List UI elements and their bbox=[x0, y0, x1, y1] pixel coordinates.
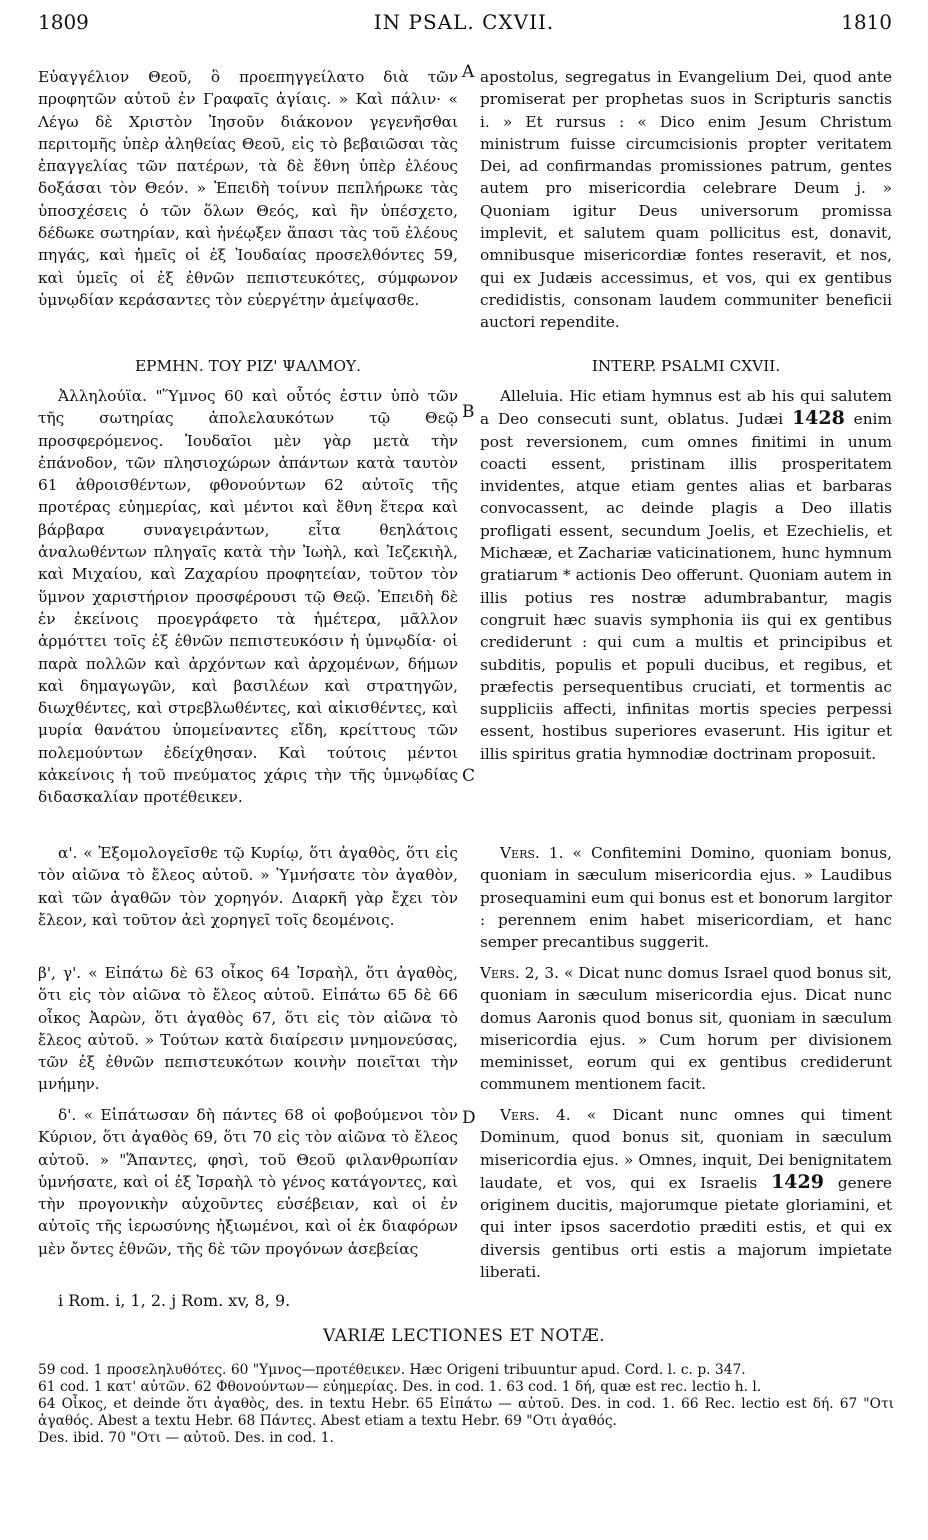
latin-verse-2-3 bbox=[480, 962, 892, 1096]
latin-verse-1 bbox=[480, 842, 892, 953]
greek-verse-2-3: β', γ'. « Εἰπάτω δὲ 63 οἶκος 64 Ἰσραὴλ, ὅτι ἀγαθὸς, ὅτι εἰς τὸν αἰῶνα τὸ ἔλεος αὐτοῦ. Εἰπάτω 65 δὲ 66 οἶκος Ἀαρὼν, ὅτι ἀγαθὸς 67, ὅτι εἰς τὸν αἰῶνα τὸ ἔλεος αὐτοῦ. » Τούτων κατὰ διαίρεσιν μνημονεύσας, τῶν ἐξ ἐθνῶν πεπιστευκότων κοινὴν ποιεῖται τὴν μνήμην. bbox=[38, 964, 458, 1094]
verse-label-1: Vers. 1. bbox=[500, 844, 564, 862]
margin-marker-d: D bbox=[462, 1108, 476, 1128]
latin-heading: INTERP. PSALMI CXVII. bbox=[591, 357, 781, 375]
latin-verse-4 bbox=[480, 1104, 892, 1283]
verse-label-4: Vers. 4. bbox=[500, 1106, 571, 1124]
latin-verse-2-3-text: « Dicat nunc domus Israel quod bonus sit, quoniam in sæculum misericordia ejus. Dicat nunc domus Aaronis quod bonus sit, quoniam in sæculum misericordia ejus. » Cum horum per divisionem meminisset, eorum qui ex gentibus crediderunt communem mentionem facit. bbox=[480, 964, 892, 1094]
latin-verse-4-text-a: « Dicant nunc omnes qui timent Dominum, quod bonus sit, quoniam in sæculum misericordia ejus. » Omnes, inquit, Dei benignitatem laudate, et vos, qui ex Israelis bbox=[480, 1106, 892, 1192]
latin-p1-a: Alleluia. Hic etiam hymnus est ab his qui salutem a Deo consecuti sunt, oblatus. Judæi bbox=[480, 387, 892, 429]
page-number-right: 1810 bbox=[841, 10, 892, 34]
note-line: 59 cod. 1 προσεληλυθότες. 60 "Υμνος—προτέθεικεν. Hæc Origeni tribuuntur apud. Cord. l. c. p. 347. bbox=[38, 1362, 746, 1378]
column-number-1429: 1429 bbox=[771, 1170, 824, 1193]
greek-verse-4: δ'. « Εἰπάτωσαν δὴ πάντες 68 οἱ φοβούμενοι τὸν Κύριον, ὅτι ἀγαθὸς 69, ὅτι 70 εἰς τὸν αἰῶνα τὸ ἔλεος αὐτοῦ. » "Ἅπαντες, φησὶ, τοῦ Θεοῦ φιλανθρωπίαν ὑμνήσατε, καὶ οἱ ἐξ Ἰσραὴλ τὸ γένος κατάγοντες, καὶ τὴν προγονικὴν αὐχοῦντες εὐσέβειαν, καὶ οἱ ἐν αὐτοῖς τῆς ἱερωσύνης ἠξιωμένοι, καὶ οἱ ἐκ διαφόρων μὲν ὄντες ἐθνῶν, τῆς δὲ τῶν προγόνων ἀσεβείας bbox=[38, 1106, 458, 1258]
latin-p1-b: enim post reversionem, cum omnes finitimi in unum coacti essent, pristinam illis prosperitatem invidentes, atque etiam gentes alias et barbaras convocassent, ac deinde plagis a Deo illatis profligati essent, secundum Joelis, et Ezechielis, et Michææ, et Zachariæ vaticinationem, hunc hymnum gratiarum * actionis Deo offerunt. Quoniam autem in illis potius res nostræ adumbrabantur, magis congruit hæc suavis symphonia iis qui ex gentibus crediderunt : qui cum a multis et principibus et subditis, populis et populi ducibus, et regibus, et præfectis persequentibus cruciati, et tormentis ac suppliciis affecti, infinitas mortis species perpessi essent, hostibus superiores evaserunt. His igitur et illis spiritus gratia hymnodiæ doctrinam proposuit. bbox=[480, 410, 892, 763]
footnotes: i Rom. i, 1, 2. j Rom. xv, 8, 9. bbox=[58, 1291, 291, 1310]
margin-marker-a: A bbox=[462, 62, 475, 82]
notes-heading: VARIÆ LECTIONES ET NOTÆ. bbox=[322, 1326, 606, 1346]
greek-intro: Εὐαγγέλιον Θεοῦ, ὃ προεπηγγείλατο διὰ τῶν προφητῶν αὐτοῦ ἐν Γραφαῖς ἁγίαις. » Καὶ πάλιν· « Λέγω δὲ Χριστὸν Ἰησοῦν διάκονον γεγενῆσθαι περιτομῆς ὑπὲρ ἀληθείας Θεοῦ, εἰς τὸ βεβαιῶσαι τὰς ἐπαγγελίας τῶν πατέρων, τὰ δὲ ἔθνη ὑπὲρ ἐλέους δοξάσαι τὸν Θεόν. » Ἐπειδὴ τοίνυν πεπλήρωκε τὰς ὑποσχέσεις ὁ τῶν ὅλων Θεός, καὶ ἣν ὑπέσχετο, δέδωκε σωτηρίαν, καὶ ἠνέῳξεν ἅπασι τὰς τοῦ ἐλέους πηγάς, καὶ ἡμεῖς οἱ ἐξ Ἰουδαίας προσελθόντες 59, καὶ ὑμεῖς οἱ ἐξ ἐθνῶν πεπιστευκότες, σύμφωνον ὑμνῳδίαν κεράσαντες τὸν εὐεργέτην ἀμείψασθε. bbox=[38, 68, 458, 309]
column-number-1428: 1428 bbox=[791, 407, 845, 430]
greek-paragraph-1: Ἀλληλούϊα. "Ὕμνος 60 καὶ οὗτός ἐστιν ὑπὸ τῶν τῆς σωτηρίας ἀπολελαυκότων τῷ Θεῷ προσφερόμενος. Ἰουδαῖοι μὲν γὰρ μετὰ τὴν ἐπάνοδον, τῶν πλησιοχώρων ἁπάντων κατὰ ταυτὸν 61 ἀθροισθέντων, φθονούντων 62 αὐτοῖς τῆς προτέρας εὐημερίας, καὶ μέντοι καὶ ἔθνη ἕτερα καὶ βάρβαρα συναγειράντων, εἶτα θεηλάτοις ἀναλωθέντων πληγαῖς κατὰ τὴν Ἰωὴλ, καὶ Ἰεζεκιὴλ, καὶ Μιχαίου, καὶ Ζαχαρίου προφητείαν, τοῦτον τὸν ὕμνον χαριστήριον προσφέρουσι τῷ Θεῷ. Ἐπειδὴ δὲ ἐν ἐκείνοις προεγράφετο τὰ ἡμέτερα, μᾶλλον ἁρμόττει τοῖς ἐξ ἐθνῶν πεπιστευκόσιν ἡ ὑμνῳδία· οἱ παρὰ πολλῶν καὶ ἀρχόντων καὶ ἀρχομένων, δήμων καὶ δημαγωγῶν, καὶ βασιλέων καὶ στρατηγῶν, διωχθέντες, καὶ στρεβλωθέντες, καὶ αἰκισθέντες, καὶ μυρία θανάτου ὑπομείναντες εἴδη, κρείττους τῶν πολεμούντων ἐδείχθησαν. Καὶ τούτοις μέντοι κἀκείνοις ἡ τοῦ πνεύματος χάρις τὴν τῆς ὑμνῳδίας διδασκαλίαν προτέθεικεν. bbox=[38, 387, 458, 807]
page-number-left: 1809 bbox=[38, 10, 89, 34]
verse-label-2-3: Vers. 2, 3. bbox=[480, 964, 559, 982]
latin-intro: apostolus, segregatus in Evangelium Dei, quod ante promiserat per prophetas suos in Scripturis sanctis i. » Et rursus : « Dico enim Jesum Christum ministrum fuisse circumcisionis propter veritatem Dei, ad confirmandas promissiones patrum, gentes autem pro misericordia celebrare Deum j. » Quoniam igitur Deus universorum promissa implevit, et salutem quam pollicitus est, donavit, omnibusque misericordiæ fontes reseravit, et nos, qui ex Judæis accessimus, et vos, qui ex gentibus credidistis, consonam laudem communiter beneficii auctori rependite. bbox=[480, 68, 892, 332]
greek-heading: ΕΡΜΗΝ. ΤΟΥ ΡΙΖ' ΨΑΛΜΟΥ. bbox=[135, 357, 361, 375]
greek-verse-1: α'. « Ἐξομολογεῖσθε τῷ Κυρίῳ, ὅτι ἀγαθὸς, ὅτι εἰς τὸν αἰῶνα τὸ ἔλεος αὐτοῦ. » Ὑμνήσατε τὸν ἀγαθὸν, καὶ τῶν ἀγαθῶν τὸν χορηγόν. Διαρκῆ γὰρ ἔχει τὸν ἔλεον, καὶ τοῦτον ἀεὶ χορηγεῖ τοῖς δεομένοις. bbox=[38, 844, 458, 929]
notes-body bbox=[38, 1362, 894, 1447]
latin-verse-4-text-b: genere originem ducitis, majorumque pietate gloriamini, et qui inter ipsos sacerdotio præditi estis, et qui ex diversis gentibus orti estis a majorum impietate liberati. bbox=[480, 1173, 892, 1282]
latin-paragraph-1 bbox=[480, 385, 892, 765]
margin-marker-c: C bbox=[462, 766, 476, 786]
note-line: 61 cod. 1 κατ' αὐτῶν. 62 Φθονούντων— εὐημερίας. Des. in cod. 1. 63 cod. 1 δή, quæ est rec. lectio h. l. bbox=[38, 1379, 762, 1395]
note-line: Des. ibid. 70 "Οτι — αὐτοῦ. Des. in cod. 1. bbox=[38, 1430, 334, 1446]
note-line: 64 Οἶκος, et deinde ὅτι ἀγαθὸς, des. in textu Hebr. 65 Εἰπάτω — αὐτοῦ. Des. in cod. 1. 66 Rec. lectio est δή. 67 "Οτι ἀγαθός. Abest a textu Hebr. 68 Πάντες. Abest etiam a textu Hebr. 69 "Οτι ἀγαθός. bbox=[38, 1396, 894, 1429]
running-title: IN PSAL. CXVII. bbox=[373, 10, 555, 34]
margin-marker-b: B bbox=[462, 402, 475, 422]
latin-verse-1-text: « Confitemini Domino, quoniam bonus, quoniam in sæculum misericordia ejus. » Laudibus prosequamini eum qui bonus est et bonorum largitor : perennem enim habet misericordiam, et hanc semper precantibus suggerit. bbox=[480, 844, 892, 952]
